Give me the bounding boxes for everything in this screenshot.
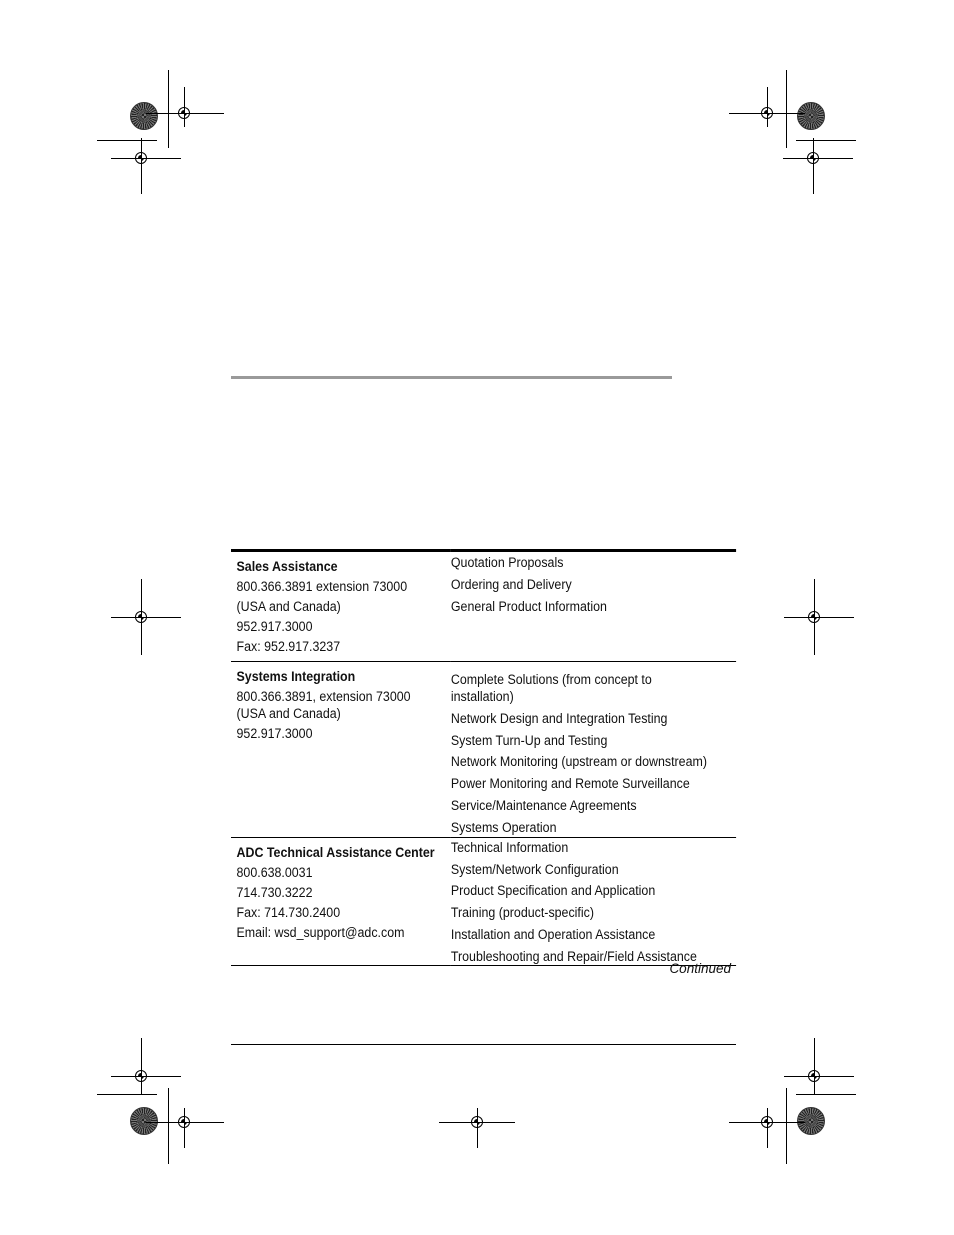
table-row-sales bbox=[231, 551, 736, 662]
color-bar-icon bbox=[130, 102, 158, 130]
color-bar-icon bbox=[797, 102, 825, 130]
contact-line: 800.366.3891 extension 73000 bbox=[236, 579, 408, 594]
contact-line: 714.730.3222 bbox=[236, 884, 313, 900]
footer-rule bbox=[231, 1044, 736, 1045]
service-item: Training (product-specific) bbox=[450, 905, 594, 921]
service-item: Network Monitoring (upstream or downstream) bbox=[450, 754, 707, 770]
color-bar-icon bbox=[797, 1107, 825, 1135]
service-item: Systems Operation bbox=[450, 819, 557, 835]
contact-line: 800.366.3891, extension 73000 (USA and Canada) bbox=[236, 689, 411, 721]
service-item: Technical Information bbox=[450, 839, 569, 855]
service-item: Complete Solutions (from concept to installation) bbox=[450, 672, 652, 704]
table-row-technical-assistance bbox=[231, 837, 736, 965]
section-rule bbox=[231, 376, 672, 379]
service-item: Troubleshooting and Repair/Field Assistance bbox=[450, 948, 697, 964]
service-item: Service/Maintenance Agreements bbox=[450, 797, 637, 813]
group-title: ADC Technical Assistance Center bbox=[236, 844, 435, 860]
service-item: Installation and Operation Assistance bbox=[450, 926, 656, 942]
service-item: System/Network Configuration bbox=[450, 861, 619, 877]
service-item: Quotation Proposals bbox=[450, 555, 564, 570]
contact-line: 952.917.3000 bbox=[236, 726, 313, 741]
service-item: Ordering and Delivery bbox=[450, 576, 572, 592]
contact-line: Fax: 952.917.3237 bbox=[236, 639, 341, 654]
contact-line: Fax: 714.730.2400 bbox=[236, 904, 341, 920]
table-row-systems-integration bbox=[231, 662, 736, 838]
service-item: Power Monitoring and Remote Surveillance bbox=[450, 776, 690, 792]
service-item: Product Specification and Application bbox=[450, 883, 656, 899]
color-bar-icon bbox=[130, 1107, 158, 1135]
group-title: Sales Assistance bbox=[236, 559, 338, 574]
contact-line: 800.638.0031 bbox=[236, 864, 313, 880]
contact-line: 952.917.3000 bbox=[236, 619, 313, 634]
service-item: System Turn-Up and Testing bbox=[450, 732, 608, 748]
contact-line: Email: wsd_support@adc.com bbox=[236, 924, 405, 940]
contact-line: (USA and Canada) bbox=[236, 599, 341, 614]
group-title: Systems Integration bbox=[236, 669, 356, 684]
service-item: Network Design and Integration Testing bbox=[450, 710, 668, 726]
contact-table bbox=[231, 549, 736, 966]
continued-note: Continued bbox=[669, 961, 731, 976]
service-item: General Product Information bbox=[450, 598, 607, 614]
